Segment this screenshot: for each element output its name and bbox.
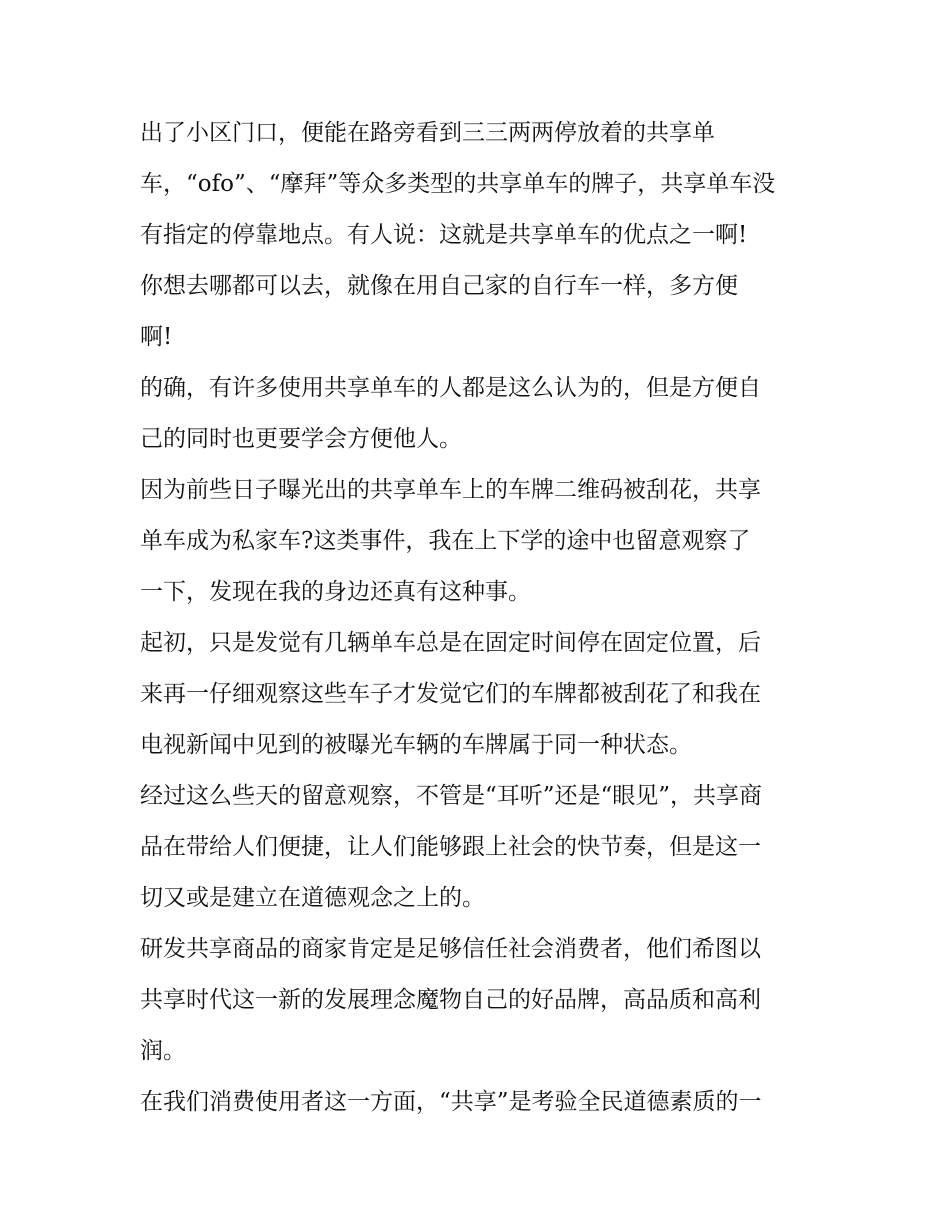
text-line: 单车成为私家车?这类事件，我在上下学的途中也留意观察了	[140, 528, 751, 554]
text-line: 一下，发现在我的身边还真有这种事。	[140, 579, 531, 605]
text-line: 共享时代这一新的发展理念魔物自己的好品牌，高品质和高利	[140, 987, 761, 1013]
text-line: 的确，有许多使用共享单车的人都是这么认为的，但是方便自	[140, 375, 761, 401]
text-line: 啊!	[140, 324, 173, 350]
document-body	[140, 108, 820, 1128]
text-line: 在我们消费使用者这一方面，“共享”是考验全民道德素质的一	[140, 1089, 762, 1115]
text-line: 电视新闻中见到的被曝光车辆的车牌属于同一种状态。	[140, 732, 692, 758]
text-line: 出了小区门口，便能在路旁看到三三两两停放着的共享单	[140, 120, 715, 146]
text-line: 品在带给人们便捷，让人们能够跟上社会的快节奏，但是这一	[140, 834, 761, 860]
text-line: 己的同时也更要学会方便他人。	[140, 426, 462, 452]
text-line: 起初，只是发觉有几辆单车总是在固定时间停在固定位置，后	[140, 630, 761, 656]
text-line: 因为前些日子曝光出的共享单车上的车牌二维码被刮花，共享	[140, 477, 761, 503]
text-line: 润。	[140, 1038, 186, 1064]
text-line: 经过这么些天的留意观察，不管是“耳听”还是“眼见”，共享商	[140, 783, 763, 809]
text-line: 切又或是建立在道德观念之上的。	[140, 885, 485, 911]
text-line: 来再一仔细观察这些车子才发觉它们的车牌都被刮花了和我在	[140, 681, 761, 707]
text-line: 车，“ofo”、“摩拜”等众多类型的共享单车的牌子，共享单车没	[140, 171, 776, 197]
text-line: 你想去哪都可以去，就像在用自己家的自行车一样，多方便	[140, 273, 738, 299]
text-line: 研发共享商品的商家肯定是足够信任社会消费者，他们希图以	[140, 936, 761, 962]
text-line: 有指定的停靠地点。有人说：这就是共享单车的优点之一啊!	[140, 222, 748, 248]
